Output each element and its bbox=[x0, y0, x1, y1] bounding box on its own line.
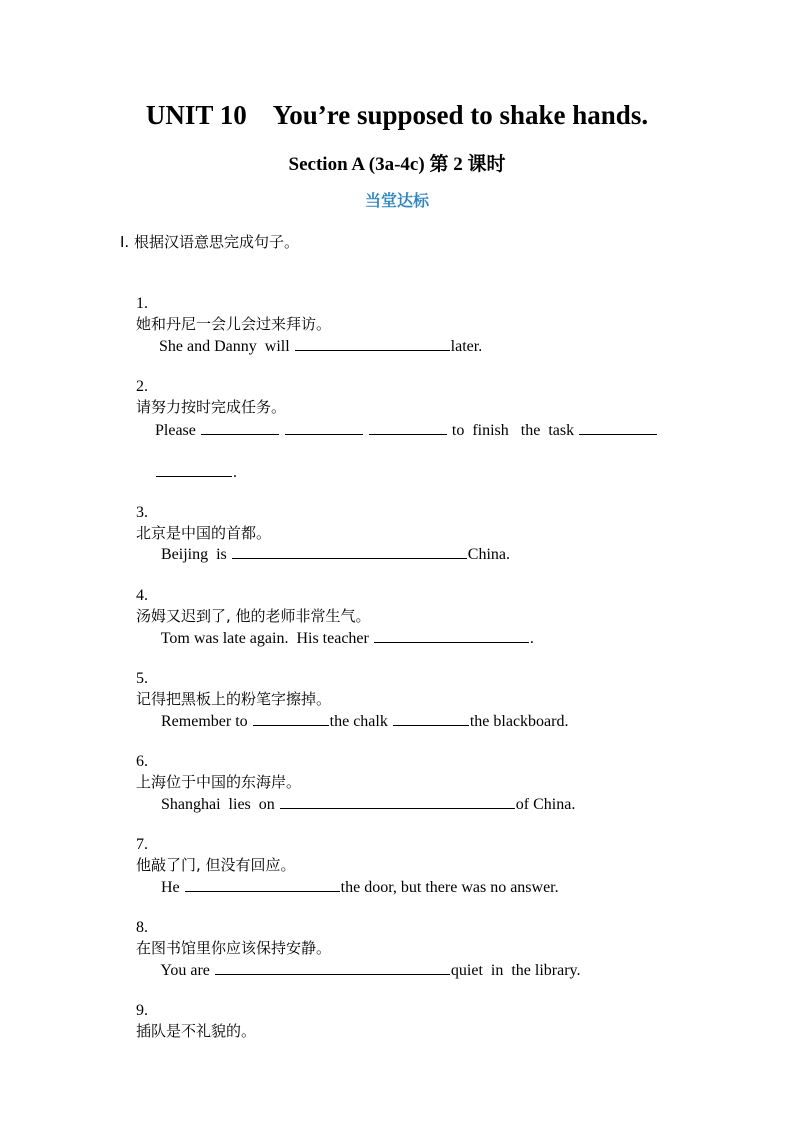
section-heading: 当堂达标 bbox=[364, 191, 429, 210]
sentence-text: quiet in the library. bbox=[450, 962, 581, 979]
question-chinese: 记得把黑板上的粉笔字擦掉。 bbox=[136, 690, 332, 708]
answer-blank[interactable] bbox=[215, 960, 450, 975]
question-chinese: 上海位于中国的东海岸。 bbox=[136, 773, 302, 791]
question-chinese: 她和丹尼一会儿会过来拜访。 bbox=[136, 315, 332, 333]
sentence-text: . bbox=[529, 630, 534, 647]
answer-blank[interactable] bbox=[185, 877, 340, 892]
answer-blank[interactable] bbox=[280, 794, 515, 809]
answer-blank[interactable] bbox=[393, 711, 469, 726]
question-number: 7. bbox=[136, 836, 148, 853]
answer-blank[interactable] bbox=[253, 711, 329, 726]
question-chinese: 插队是不礼貌的。 bbox=[136, 1022, 257, 1040]
lesson-subtitle: Section A (3a-4c) 第 2 课时 bbox=[288, 154, 506, 175]
answer-blank[interactable] bbox=[579, 420, 657, 435]
sentence-text: Remember to bbox=[161, 713, 252, 730]
question-chinese: 在图书馆里你应该保持安静。 bbox=[136, 939, 332, 957]
sentence-text: You are bbox=[160, 962, 214, 979]
question-number: 4. bbox=[136, 587, 148, 604]
sentence-text: China. bbox=[467, 546, 510, 563]
answer-blank[interactable] bbox=[232, 544, 467, 559]
answer-blank[interactable] bbox=[156, 462, 232, 477]
question-number: 8. bbox=[136, 919, 148, 936]
question-number: 6. bbox=[136, 753, 148, 770]
page-title: UNIT 10 You’re supposed to shake hands. bbox=[145, 100, 649, 130]
sentence-text: the blackboard. bbox=[469, 713, 569, 730]
sentence-text: . bbox=[233, 464, 237, 481]
sentence-text: Please bbox=[155, 422, 200, 439]
question-number: 5. bbox=[136, 670, 148, 687]
question-chinese: 汤姆又迟到了, 他的老师非常生气。 bbox=[136, 607, 371, 625]
question-chinese: 北京是中国的首都。 bbox=[136, 524, 272, 542]
sentence-text: She and Danny will bbox=[159, 338, 294, 355]
answer-blank[interactable] bbox=[295, 336, 450, 351]
answer-blank[interactable] bbox=[374, 628, 529, 643]
sentence-text: Shanghai lies on bbox=[161, 796, 279, 813]
sentence-text: to finish the task bbox=[447, 422, 579, 439]
answer-blank[interactable] bbox=[201, 420, 279, 435]
sentence-text: the door, but there was no answer. bbox=[340, 879, 559, 896]
part-instruction: Ⅰ. 根据汉语意思完成句子。 bbox=[120, 233, 299, 251]
question-number: 9. bbox=[136, 1002, 148, 1019]
question-chinese: 请努力按时完成任务。 bbox=[136, 398, 287, 416]
sentence-text: of China. bbox=[515, 796, 576, 813]
question-number: 2. bbox=[136, 378, 148, 395]
sentence-text: Tom was late again. His teacher bbox=[160, 630, 373, 647]
sentence-text: He bbox=[161, 879, 184, 896]
question-number: 3. bbox=[136, 504, 148, 521]
sentence-text: the chalk bbox=[329, 713, 392, 730]
question-chinese: 他敲了门, 但没有回应。 bbox=[136, 856, 296, 874]
sentence-text: later. bbox=[450, 338, 483, 355]
question-9 bbox=[120, 981, 256, 1062]
sentence-text: Beijing is bbox=[161, 546, 231, 563]
question-number: 1. bbox=[136, 295, 148, 312]
answer-blank[interactable] bbox=[369, 420, 447, 435]
answer-blank[interactable] bbox=[285, 420, 363, 435]
